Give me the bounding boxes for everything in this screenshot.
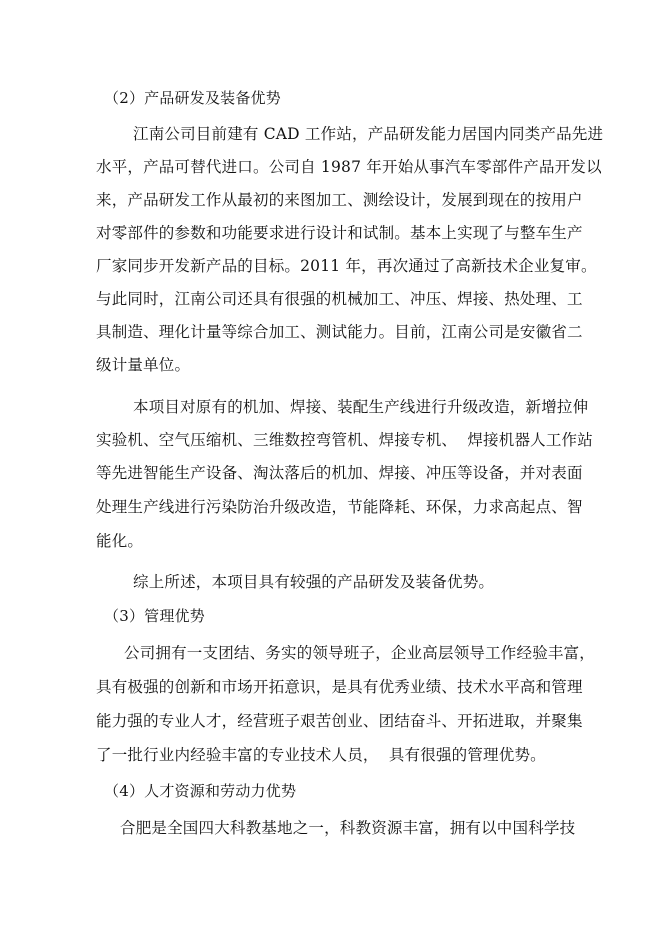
paragraph-line: 能力强的专业人才，经营班子艰苦创业、团结奋斗、开拓进取，并聚集: [96, 712, 583, 730]
paragraph-line: 级计量单位。: [96, 356, 191, 374]
paragraph-line: 本项目对原有的机加、焊接、装配生产线进行升级改造，新增拉伸: [133, 398, 589, 416]
paragraph-line: 实验机、空气压缩机、三维数控弯管机、焊接专机、 焊接机器人工作站: [96, 431, 593, 449]
paragraph-line: 江南公司目前建有 CAD 工作站，产品研发能力居国内同类产品先进: [133, 125, 604, 143]
paragraph-line: 来，产品研发工作从最初的来图加工、测绘设计，发展到现在的按用户: [96, 191, 583, 209]
paragraph-line: 了一批行业内经验丰富的专业技术人员， 具有很强的管理优势。: [96, 746, 546, 764]
paragraph-line: 处理生产线进行污染防治升级改造，节能降耗、环保，力求高起点、智: [96, 498, 583, 516]
paragraph-line: 具制造、理化计量等综合加工、测试能力。目前，江南公司是安徽省二: [96, 323, 583, 341]
paragraph-line: 对零部件的参数和功能要求进行设计和试制。基本上实现了与整车生产: [96, 224, 583, 242]
section-heading-management: （3）管理优势: [104, 607, 205, 625]
section-heading-talent: （4）人才资源和劳动力优势: [104, 782, 297, 800]
paragraph-line: 能化。: [96, 532, 144, 550]
paragraph-line: 合肥是全国四大科教基地之一，科教资源丰富，拥有以中国科学技: [120, 819, 576, 837]
paragraph-line: 厂家同步开发新产品的目标。2011 年，再次通过了高新技术企业复审。: [96, 257, 597, 275]
paragraph-line: 公司拥有一支团结、务实的领导班子，企业高层领导工作经验丰富，: [124, 644, 596, 662]
paragraph-line: 与此同时，江南公司还具有很强的机械加工、冲压、焊接、热处理、工: [96, 290, 583, 308]
paragraph-line: 水平，产品可替代进口。公司自 1987 年开始从事汽车零部件产品开发以: [96, 158, 602, 176]
paragraph-line: 具有极强的创新和市场开拓意识，是具有优秀业绩、技术水平高和管理: [96, 678, 583, 696]
section-heading-product-rd: （2）产品研发及装备优势: [104, 89, 281, 107]
paragraph-line: 综上所述，本项目具有较强的产品研发及装备优势。: [133, 573, 495, 591]
paragraph-line: 等先进智能生产设备、淘汰落后的机加、焊接、冲压等设备，并对表面: [96, 464, 583, 482]
